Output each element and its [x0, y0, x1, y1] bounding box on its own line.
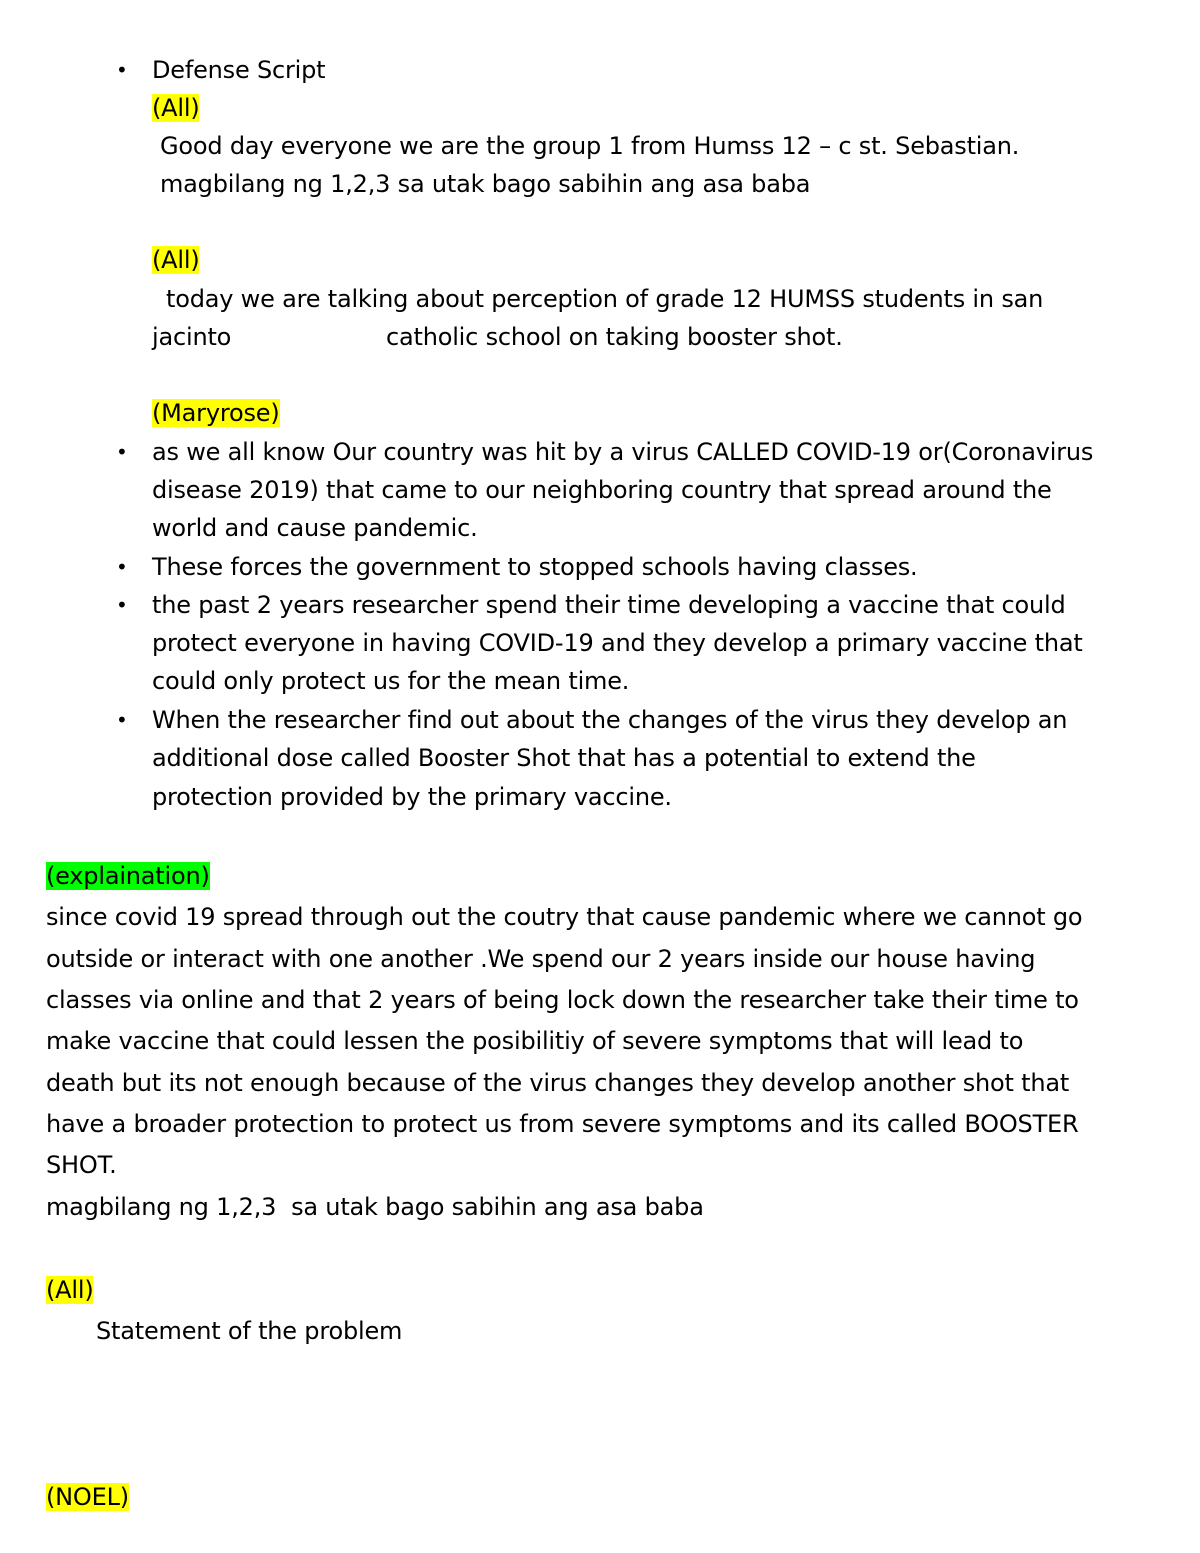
- speaker-label-all-text: (All): [46, 1276, 94, 1304]
- speaker-label-all: [152, 245, 199, 275]
- bullet-line: world and cause pandemic.: [152, 514, 478, 542]
- speaker-label-noel: [46, 1482, 129, 1512]
- topic-line: today we are talking about perception of grade 12 HUMSS students in san: [166, 285, 1044, 313]
- count-note: magbilang ng 1,2,3 sa utak bago sabihin ang asa baba: [160, 170, 811, 198]
- bullet-line: additional dose called Booster Shot that has a potential to extend the: [152, 744, 976, 772]
- bullet-line: protect everyone in having COVID-19 and they develop a primary vaccine that: [152, 629, 1083, 657]
- bullet-line: These forces the government to stopped schools having classes.: [152, 553, 918, 581]
- bullet-line: disease 2019) that came to our neighboring country that spread around the: [152, 476, 1052, 504]
- explanation-line: have a broader protection to protect us from severe symptoms and its called BOOSTER: [46, 1110, 1079, 1138]
- speaker-label-maryrose: [152, 398, 280, 428]
- bullet-line: as we all know Our country was hit by a virus CALLED COVID-19 or(Coronavirus: [152, 438, 1094, 466]
- speaker-label-all: [46, 1275, 93, 1305]
- speaker-label-maryrose-text: (Maryrose): [152, 399, 280, 427]
- bullet-icon: •: [116, 440, 128, 464]
- script-title: Defense Script: [152, 56, 326, 84]
- explanation-line: outside or interact with one another .We spend our 2 years inside our house having: [46, 945, 1036, 973]
- speaker-label-noel-text: (NOEL): [46, 1483, 129, 1511]
- count-note: magbilang ng 1,2,3 sa utak bago sabihin ang asa baba: [46, 1193, 704, 1221]
- explanation-label: [46, 861, 210, 891]
- topic-line: catholic school on taking booster shot.: [386, 323, 843, 351]
- bullet-icon: •: [116, 593, 128, 617]
- bullet-line: protection provided by the primary vaccine.: [152, 783, 672, 811]
- explanation-line: since covid 19 spread through out the coutry that cause pandemic where we cannot go: [46, 903, 1083, 931]
- speaker-label-all-text: (All): [152, 246, 200, 274]
- bullet-line: the past 2 years researcher spend their time developing a vaccine that could: [152, 591, 1066, 619]
- bullet-icon: •: [116, 555, 128, 579]
- bullet-line: When the researcher find out about the changes of the virus they develop an: [152, 706, 1068, 734]
- speaker-label-all: [152, 93, 199, 123]
- explanation-label-text: (explaination): [46, 862, 210, 890]
- explanation-line: death but its not enough because of the virus changes they develop another shot that: [46, 1069, 1070, 1097]
- bullet-icon: •: [116, 708, 128, 732]
- bullet-icon: •: [116, 58, 128, 82]
- topic-line: jacinto: [152, 323, 232, 351]
- bullet-line: could only protect us for the mean time.: [152, 667, 630, 695]
- problem-statement-heading: Statement of the problem: [96, 1317, 403, 1345]
- explanation-line: classes via online and that 2 years of being lock down the researcher take their time to: [46, 986, 1079, 1014]
- explanation-line: SHOT.: [46, 1151, 117, 1179]
- speaker-label-all-text: (All): [152, 94, 200, 122]
- greeting-line: Good day everyone we are the group 1 from Humss 12 – c st. Sebastian.: [160, 132, 1020, 160]
- explanation-line: make vaccine that could lessen the posibilitiy of severe symptoms that will lead to: [46, 1027, 1024, 1055]
